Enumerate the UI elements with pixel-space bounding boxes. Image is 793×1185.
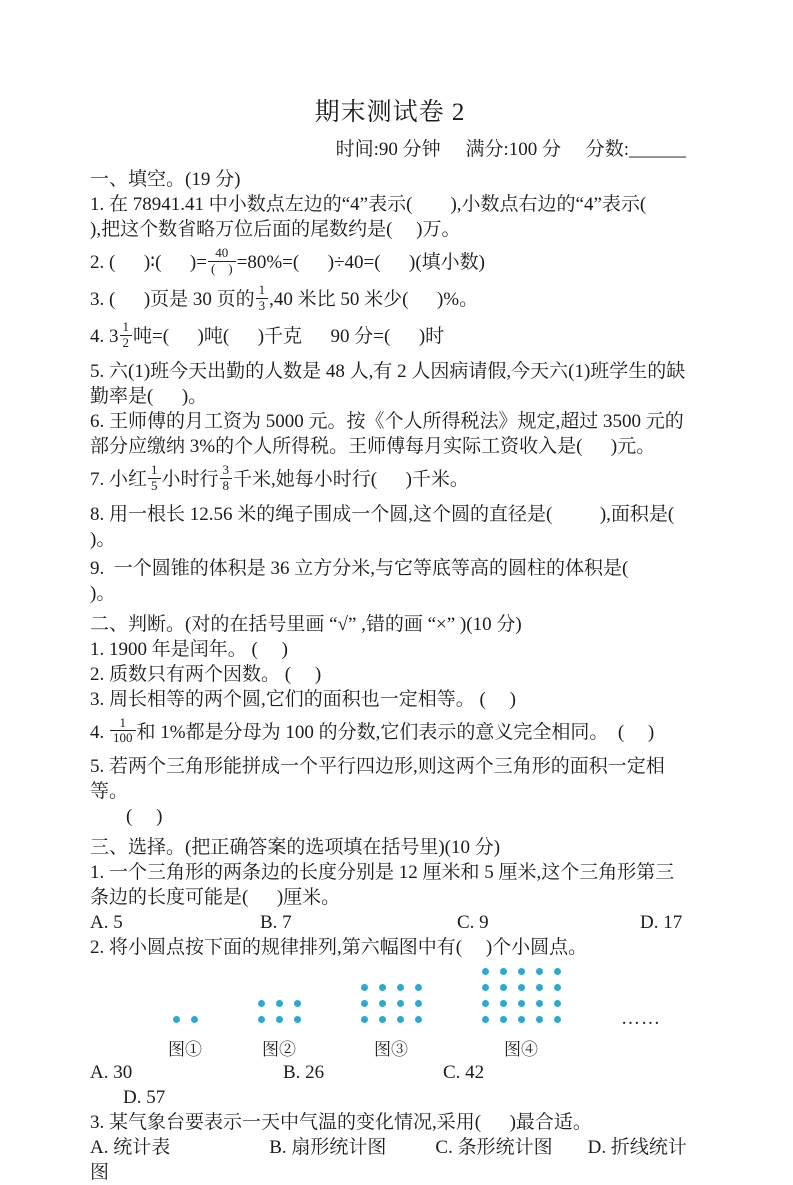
dot bbox=[361, 1000, 368, 1007]
text-run: 4. bbox=[90, 721, 109, 743]
text-run: ( ) bbox=[126, 806, 163, 828]
dot bbox=[500, 1016, 507, 1023]
text-run: 1. 1900 年是闰年。 ( ) bbox=[90, 638, 288, 660]
fraction bbox=[120, 320, 133, 351]
score-label: 分数:______ bbox=[585, 139, 686, 160]
dot-grid bbox=[252, 996, 306, 1028]
dot bbox=[397, 984, 404, 991]
dot bbox=[173, 1016, 180, 1023]
numerator: 3 bbox=[220, 463, 233, 479]
fill-q2 bbox=[90, 245, 690, 279]
dot bbox=[500, 968, 507, 975]
numerator: 1 bbox=[120, 320, 133, 336]
dot-figure bbox=[476, 964, 566, 1060]
text-run: 1. 在 78941.41 中小数点左边的“4”表示( ),小数点右边的“4”表示( ),把这个数省略万位后面的尾数约是( )万。 bbox=[90, 194, 680, 240]
text-run: 5. 若两个三角形能拼成一个平行四边形,则这两个三角形的面积一定相等。 bbox=[90, 756, 665, 803]
dot bbox=[379, 1016, 386, 1023]
fill-q4 bbox=[90, 318, 690, 353]
denominator: 5 bbox=[151, 477, 158, 493]
dot bbox=[415, 1016, 422, 1023]
full-score-label: 满分:100 分 bbox=[465, 139, 561, 160]
dot-pattern-figure bbox=[167, 964, 690, 1060]
fraction bbox=[208, 246, 236, 277]
text-run: 8. 用一根长 12.56 米的绳子围成一个圆,这个圆的直径是( ),面积是( )。 bbox=[90, 503, 746, 550]
dot-grid bbox=[167, 1012, 203, 1028]
time-label: 时间:90 分钟 bbox=[335, 139, 441, 160]
numerator: 1 bbox=[110, 716, 136, 732]
exam-meta bbox=[90, 134, 690, 161]
dot bbox=[276, 1000, 283, 1007]
dot-row bbox=[476, 996, 566, 1012]
dot bbox=[361, 1016, 368, 1023]
dot bbox=[554, 1016, 561, 1023]
dot-row bbox=[355, 980, 427, 996]
option: B. 26 bbox=[283, 1062, 325, 1084]
text-run: ,40 米比 50 米少( )%。 bbox=[269, 288, 479, 310]
dot bbox=[518, 1016, 525, 1023]
dot-grid bbox=[355, 980, 427, 1028]
fill-q3 bbox=[90, 281, 690, 316]
dot bbox=[518, 984, 525, 991]
fill-q6 bbox=[90, 409, 690, 459]
denominator: 8 bbox=[222, 477, 230, 493]
text-run: 2. 质数只有两个因数。 ( ) bbox=[90, 663, 322, 685]
dot-row bbox=[252, 1012, 306, 1028]
option: C. 9 bbox=[457, 912, 489, 934]
choice-q2-options-line2 bbox=[90, 1085, 690, 1110]
choice-q1 bbox=[90, 860, 690, 910]
section-judge-heading: 二、判断。(对的在括号里画 “√” ,错的画 “×” )(10 分) bbox=[90, 613, 522, 635]
judge-q5 bbox=[90, 754, 690, 829]
dot bbox=[415, 1000, 422, 1007]
text-run: 6. 王师傅的月工资为 5000 元。按《个人所得税法》规定,超过 3500 元的部分应缴纳 3%的个人所得税。王师傅每月实际工资收入是( )元。 bbox=[90, 410, 684, 457]
fill-q9 bbox=[90, 556, 700, 606]
text-run: 3. 周长相等的两个圆,它们的面积也一定相等。 ( ) bbox=[90, 688, 516, 710]
text-run: 4. 3 bbox=[90, 325, 119, 347]
page-title: 期末测试卷 2 bbox=[314, 99, 466, 126]
dot bbox=[518, 1000, 525, 1007]
dot-row bbox=[476, 1012, 566, 1028]
denominator: 100 bbox=[113, 730, 133, 746]
text-run: 和 1%都是分母为 100 的分数,它们表示的意义完全相同。 ( ) bbox=[136, 721, 655, 743]
dot-figure bbox=[252, 996, 306, 1060]
numerator: 1 bbox=[256, 283, 269, 299]
fill-q5 bbox=[90, 359, 690, 409]
text-run: 1. 一个三角形的两条边的长度分别是 12 厘米和 5 厘米,这个三角形第三条边的长度可能是( )厘米。 bbox=[90, 862, 675, 909]
dot-row bbox=[167, 1012, 203, 1028]
text-run: A. 统计表 bbox=[90, 1137, 171, 1159]
section-fill-heading: 一、填空。(19 分) bbox=[90, 169, 241, 190]
dot bbox=[415, 984, 422, 991]
choice-q3-options bbox=[90, 1135, 690, 1185]
dot bbox=[536, 984, 543, 991]
spacer bbox=[553, 1152, 588, 1153]
fraction bbox=[220, 463, 233, 494]
dot bbox=[294, 1016, 301, 1023]
text-run: =80%=( )÷40=( )(填小数) bbox=[236, 251, 486, 273]
figure-label: 图① bbox=[168, 1040, 202, 1060]
dot-row bbox=[476, 964, 566, 980]
option: A. 5 bbox=[90, 912, 123, 934]
denominator: 2 bbox=[122, 334, 129, 350]
option: C. 42 bbox=[443, 1062, 485, 1084]
spacer bbox=[386, 1152, 435, 1153]
ellipsis: …… bbox=[621, 1008, 661, 1030]
fraction bbox=[148, 463, 161, 494]
text-run: 3. ( )页是 30 页的 bbox=[90, 288, 255, 310]
text-run: 7. 小红 bbox=[90, 468, 148, 490]
dot bbox=[554, 968, 561, 975]
choice-q3 bbox=[90, 1110, 690, 1135]
text-run: 9. 一个圆锥的体积是 36 立方分米,与它等底等高的圆柱的体积是( )。 bbox=[90, 557, 700, 604]
dot bbox=[258, 1016, 265, 1023]
dot-figure bbox=[167, 1012, 203, 1060]
choice-q2 bbox=[90, 935, 690, 960]
dot bbox=[500, 1000, 507, 1007]
dot bbox=[258, 1000, 265, 1007]
dot bbox=[482, 1000, 489, 1007]
fill-q1 bbox=[90, 192, 690, 242]
text-run: 5. 六(1)班今天出勤的人数是 48 人,有 2 人因病请假,今天六(1)班学生的缺勤率是( )。 bbox=[90, 360, 686, 407]
dot bbox=[518, 968, 525, 975]
fill-q8 bbox=[90, 502, 746, 552]
option: D. 17 bbox=[640, 912, 683, 934]
spacer bbox=[170, 1152, 269, 1153]
judge-q3 bbox=[90, 687, 690, 712]
dot bbox=[397, 1016, 404, 1023]
dot bbox=[482, 968, 489, 975]
figure-label: 图② bbox=[262, 1040, 296, 1060]
dot bbox=[554, 1000, 561, 1007]
judge-q2 bbox=[90, 662, 690, 687]
dot-grid bbox=[476, 964, 566, 1028]
text-run: 3. 某气象台要表示一天中气温的变化情况,采用( )最合适。 bbox=[90, 1112, 592, 1134]
numerator: 40 bbox=[208, 246, 236, 262]
denominator: ( ) bbox=[210, 260, 233, 276]
option: A. 30 bbox=[90, 1062, 133, 1084]
dot bbox=[536, 968, 543, 975]
dot-row bbox=[355, 1012, 427, 1028]
numerator: 1 bbox=[148, 463, 161, 479]
section-choice-heading: 三、选择。(把正确答案的选项填在括号里)(10 分) bbox=[90, 837, 501, 859]
dot bbox=[361, 984, 368, 991]
judge-q1 bbox=[90, 637, 690, 662]
dot bbox=[379, 984, 386, 991]
dot-row bbox=[252, 996, 306, 1012]
fraction bbox=[256, 283, 269, 314]
dot bbox=[379, 1000, 386, 1007]
dot bbox=[482, 984, 489, 991]
figure-label: 图④ bbox=[504, 1040, 538, 1060]
dot bbox=[536, 1016, 543, 1023]
denominator: 3 bbox=[258, 297, 266, 313]
choice-q1-options bbox=[90, 910, 690, 935]
option: B. 7 bbox=[260, 912, 292, 934]
dot bbox=[536, 1000, 543, 1007]
dot-row bbox=[355, 996, 427, 1012]
text-run: C. 条形统计图 bbox=[435, 1137, 553, 1159]
text-run: 2. 将小圆点按下面的规律排列,第六幅图中有( )个小圆点。 bbox=[90, 937, 588, 959]
text-run: B. 扇形统计图 bbox=[269, 1137, 387, 1159]
dot-figure bbox=[355, 980, 427, 1060]
dot bbox=[294, 1000, 301, 1007]
text-run: 2. ( )∶( )= bbox=[90, 251, 207, 273]
judge-q4 bbox=[90, 714, 690, 749]
dot bbox=[482, 1016, 489, 1023]
option-d: D. 57 bbox=[123, 1087, 166, 1109]
fraction bbox=[110, 716, 136, 747]
choice-q2-options-line1 bbox=[90, 1060, 690, 1085]
dot bbox=[191, 1016, 198, 1023]
dot bbox=[276, 1016, 283, 1023]
text-run: 小时行 bbox=[161, 468, 219, 490]
figure-label: 图③ bbox=[374, 1040, 408, 1060]
text-run: 吨=( )吨( )千克 90 分=( )时 bbox=[133, 325, 445, 347]
dot bbox=[397, 1000, 404, 1007]
dot-row bbox=[476, 980, 566, 996]
fill-q7 bbox=[90, 461, 690, 496]
spacer bbox=[90, 821, 126, 822]
text-run: 千米,她每小时行( )千米。 bbox=[233, 468, 469, 490]
dot bbox=[554, 984, 561, 991]
text-run: D. 折线统计图 bbox=[90, 1137, 687, 1184]
dot bbox=[500, 984, 507, 991]
